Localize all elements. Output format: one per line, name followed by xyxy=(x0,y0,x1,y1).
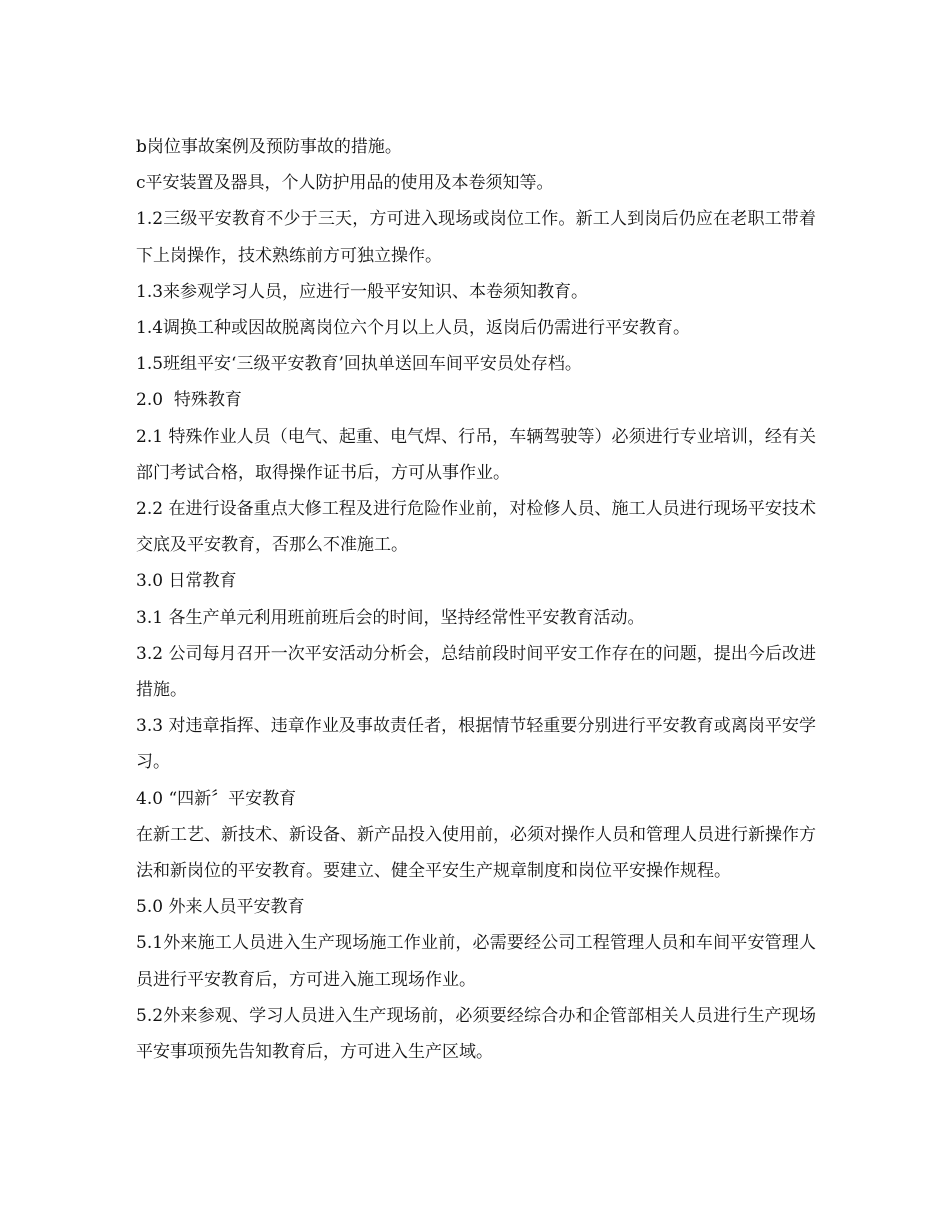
paragraph-item-c: c平安装置及器具，个人防护用品的使用及本卷须知等。 xyxy=(136,173,554,194)
paragraph-3-2: 3.2 公司每月召开一次平安活动分析会，总结前段时间平安工作存在的问题，提出今后改进措施。 xyxy=(136,643,816,701)
paragraph-3-1: 3.1 各生产单元利用班前班后会的时间，坚持经常性平安教育活动。 xyxy=(136,607,645,628)
document-body xyxy=(136,129,816,1070)
paragraph-5-2: 5.2外来参观、学习人员进入生产现场前，必须要经综合办和企管部相关人员进行生产现场平安事项预先告知教育后，方可进入生产区域。 xyxy=(136,1005,816,1063)
paragraph-3-3: 3.3 对违章指挥、违章作业及事故责任者，根据情节轻重要分别进行平安教育或离岗平安学习。 xyxy=(136,716,816,773)
paragraph-1-2: 1.2三级平安教育不少于三天，方可进入现场或岗位工作。新工人到岗后仍应在老职工带着下上岗操作，技术熟练前方可独立操作。 xyxy=(136,209,816,266)
paragraph-1-3: 1.3来参观学习人员，应进行一般平安知识、本卷须知教育。 xyxy=(136,281,589,302)
paragraph-2-1: 2.1 特殊作业人员（电气、起重、电气焊、行吊，车辆驾驶等）必须进行专业培训，经有关部门考试合格，取得操作证书后，方可从事作业。 xyxy=(136,426,816,483)
paragraph-2-2: 2.2 在进行设备重点大修工程及进行危险作业前，对检修人员、施工人员进行现场平安技术交底及平安教育，否那么不准施工。 xyxy=(136,499,816,556)
section-heading-2-0: 2.0 特殊教育 xyxy=(136,390,242,411)
paragraph-1-4: 1.4调换工种或因故脱离岗位六个月以上人员，返岗后仍需进行平安教育。 xyxy=(136,318,691,339)
section-heading-4-0: 4.0 “四新〞平安教育 xyxy=(136,788,297,809)
section-heading-3-0: 3.0 日常教育 xyxy=(136,571,237,592)
paragraph-1-5: 1.5班组平安‘三级平安教育’回执单送回车间平安员处存档。 xyxy=(136,354,582,375)
section-heading-5-0: 5.0 外来人员平安教育 xyxy=(136,897,305,918)
paragraph-item-b: b岗位事故案例及预防事故的措施。 xyxy=(136,137,402,157)
paragraph-5-1: 5.1外来施工人员进入生产现场施工作业前，必需要经公司工程管理人员和车间平安管理人员进行平安教育后，方可进入施工现场作业。 xyxy=(136,933,816,990)
paragraph-4-0-body: 在新工艺、新技术、新设备、新产品投入使用前，必须对操作人员和管理人员进行新操作方法和新岗位的平安教育。要建立、健全平安生产规章制度和岗位平安操作规程。 xyxy=(136,824,816,882)
